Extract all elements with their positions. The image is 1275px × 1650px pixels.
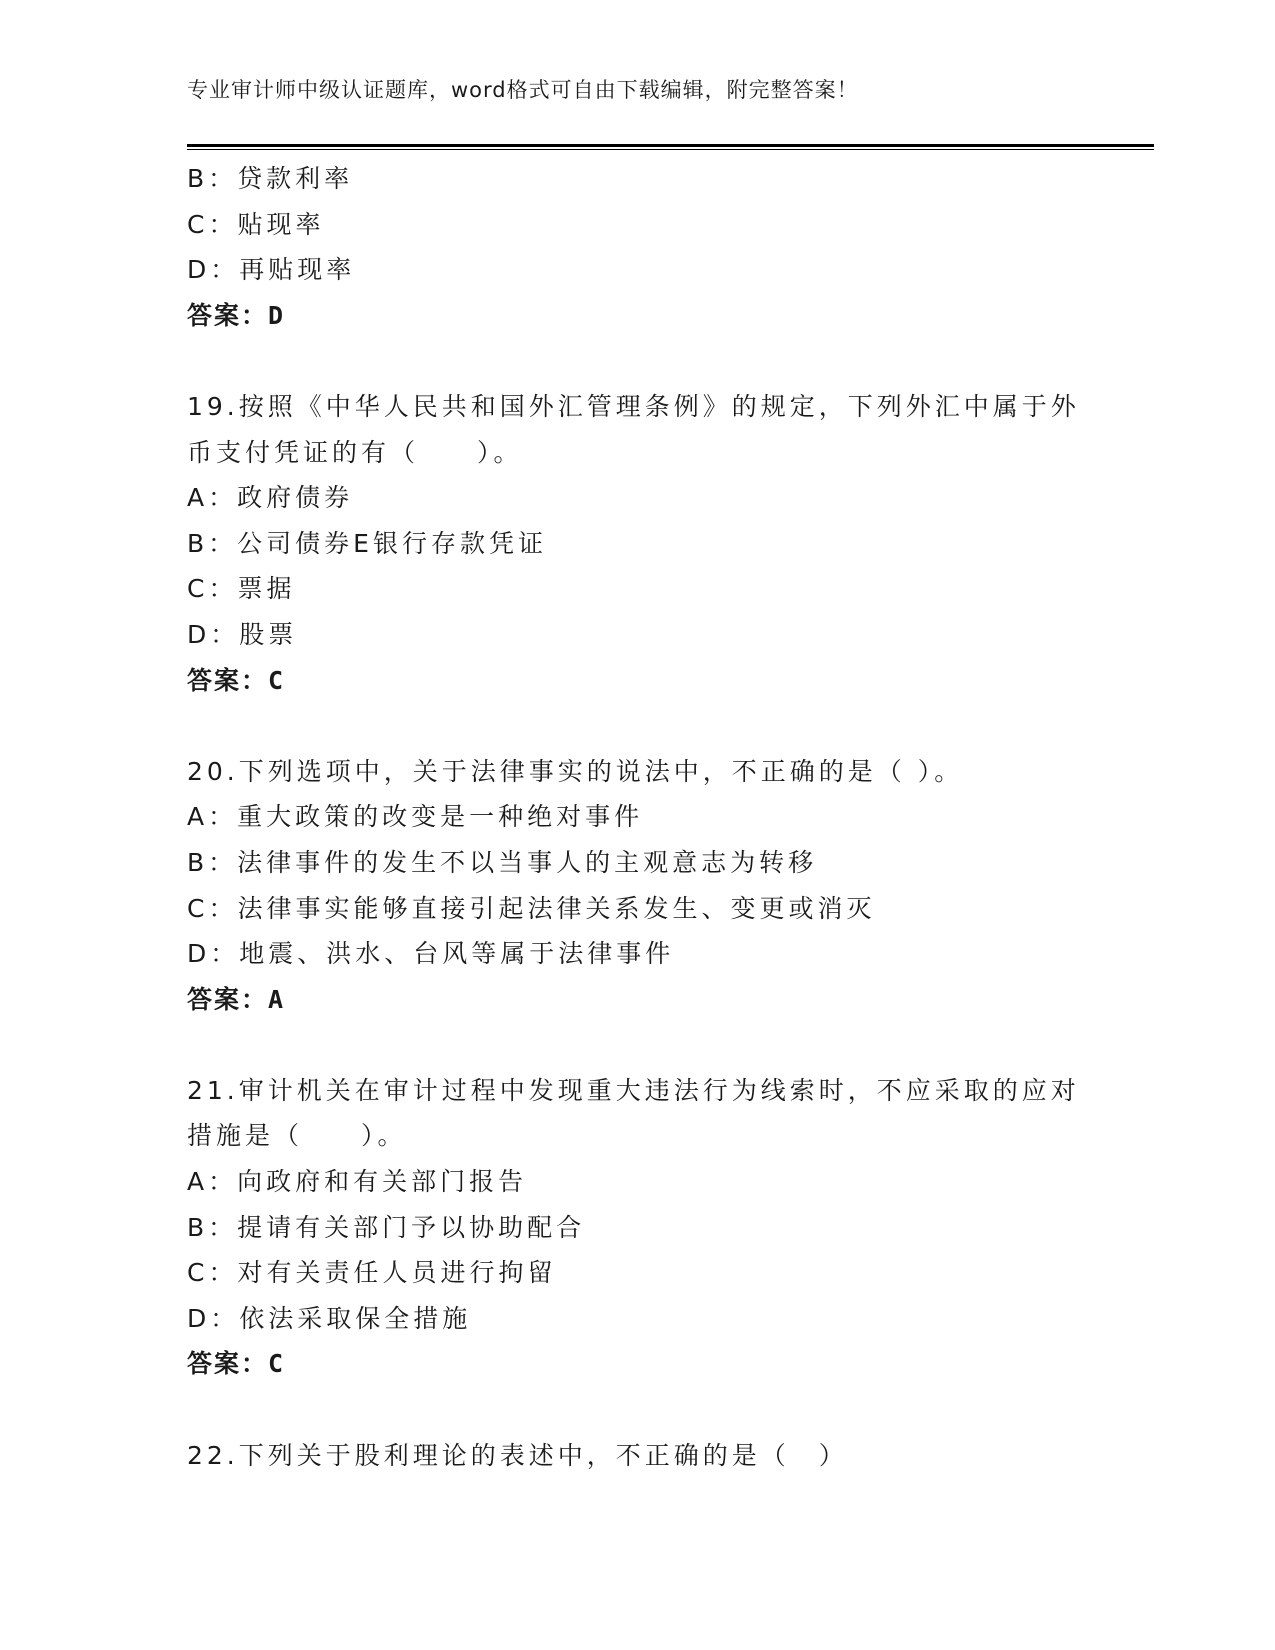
question-22 [187, 1433, 1087, 1479]
spacer [187, 338, 1087, 384]
option-a: A：重大政策的改变是一种绝对事件 [187, 802, 644, 832]
option-b: B：公司债券E银行存款凭证 [187, 528, 547, 558]
answer-value: D [268, 300, 286, 330]
answer-label: 答案： [187, 984, 269, 1014]
header-rule-thick [187, 144, 1154, 147]
question-stem: 21.审计机关在审计过程中发现重大违法行为线索时，不应采取的应对 [187, 1075, 1080, 1105]
question-stem: 币支付凭证的有（ ）。 [187, 437, 523, 467]
answer-label: 答案： [187, 300, 269, 330]
answer-line [187, 1341, 1087, 1387]
question-19 [187, 384, 1087, 703]
option-b: B：贷款利率 [187, 164, 354, 193]
question-stem: 22.下列关于股利理论的表述中，不正确的是（ ） [187, 1440, 848, 1470]
spacer [187, 703, 1087, 749]
option-d: D：再贴现率 [187, 255, 356, 285]
answer-line [187, 658, 1087, 704]
answer-label: 答案： [187, 665, 269, 695]
question-stem: 19.按照《中华人民共和国外汇管理条例》的规定，下列外汇中属于外 [187, 391, 1080, 421]
option-a: A：政府债券 [187, 483, 354, 513]
option-c: C：法律事实能够直接引起法律关系发生、变更或消灭 [187, 893, 876, 923]
option-b: B：提请有关部门予以协助配合 [187, 1212, 586, 1242]
option-c: C：票据 [187, 574, 296, 604]
answer-value: C [268, 665, 286, 695]
answer-value: A [268, 984, 286, 1014]
option-c: C：对有关责任人员进行拘留 [187, 1258, 557, 1288]
answer-line [187, 977, 1087, 1023]
option-d: D：依法采取保全措施 [187, 1303, 472, 1333]
question-20 [187, 749, 1087, 1023]
header-rule-thin [187, 149, 1154, 150]
question-21 [187, 1068, 1087, 1387]
answer-line [187, 293, 1087, 339]
spacer [187, 1022, 1087, 1068]
prev-question-block [187, 156, 1087, 338]
spacer [187, 1387, 1087, 1433]
document-content [187, 156, 1087, 1478]
page-header: 专业审计师中级认证题库，word格式可自由下载编辑，附完整答案！ [187, 78, 859, 102]
answer-value: C [268, 1349, 286, 1379]
question-stem: 措施是（ ）。 [187, 1121, 407, 1151]
option-d: D：股票 [187, 619, 298, 649]
option-c: C：贴现率 [187, 209, 325, 239]
option-b: B：法律事件的发生不以当事人的主观意志为转移 [187, 847, 818, 877]
question-stem: 20.下列选项中，关于法律事实的说法中，不正确的是（ ）。 [187, 756, 964, 786]
option-a: A：向政府和有关部门报告 [187, 1167, 528, 1197]
answer-label: 答案： [187, 1349, 269, 1379]
option-d: D：地震、洪水、台风等属于法律事件 [187, 939, 675, 969]
